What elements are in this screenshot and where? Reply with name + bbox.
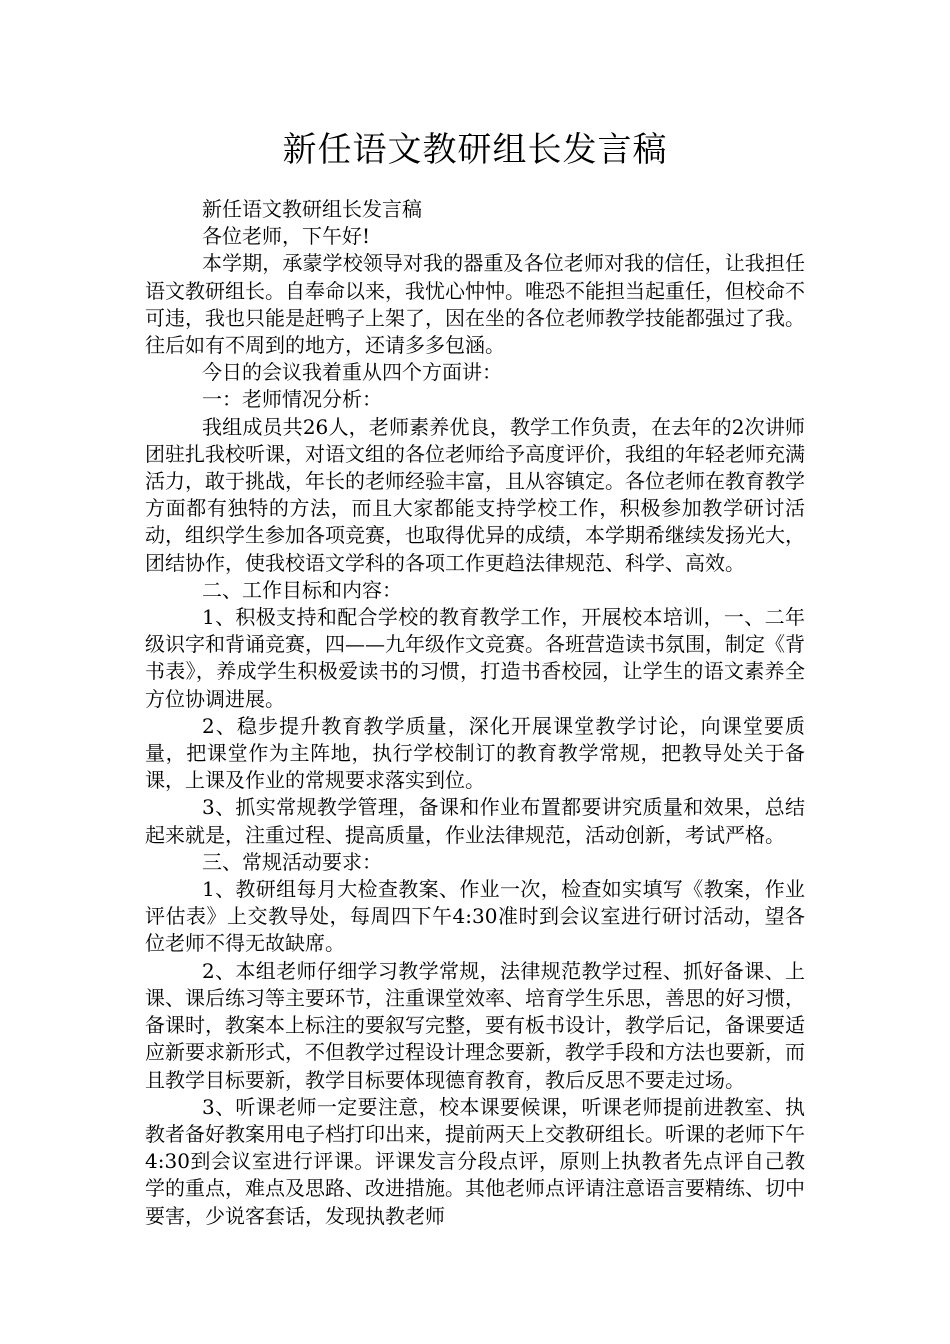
- paragraph-activity-1: 1、教研组每月大检查教案、作业一次，检查如实填写《教案，作业评估表》上交教导处，每周四下午4:30准时到会议室进行研讨活动，望各位老师不得无故缺席。: [145, 877, 805, 956]
- paragraph-agenda: 今日的会议我着重从四个方面讲：: [202, 360, 502, 385]
- paragraph-goal-1: 1、积极支持和配合学校的教育教学工作，开展校本培训，一、二年级识字和背诵竞赛，四——九年级作文竞赛。各班营造读书氛围，制定《背书表》，养成学生积极爱读书的习惯，打造书香校园，让学生的语文素养全方位协调进展。: [145, 605, 805, 711]
- section-heading-teacher-analysis: 一：老师情况分析：: [202, 387, 382, 412]
- paragraph-goal-2: 2、稳步提升教育教学质量，深化开展课堂教学讨论，向课堂要质量，把课堂作为主阵地，执行学校制订的教育教学常规，把教导处关于备课，上课及作业的常规要求落实到位。: [145, 713, 805, 793]
- paragraph-subtitle: 新任语文教研组长发言稿: [202, 197, 422, 221]
- document-body: [145, 196, 805, 1230]
- section-heading-routine-activities: 三、常规活动要求：: [202, 849, 382, 874]
- section-heading-work-goals: 二、工作目标和内容：: [202, 577, 402, 602]
- paragraph-activity-3: 3、听课老师一定要注意，校本课要候课，听课老师提前进教室、执教者备好教案用电子档打印出来，提前两天上交教研组长。听课的老师下午4:30到会议室进行评课。评课发言分段点评，原则上执教者先点评自己教学的重点，难点及思路、改进措施。其他老师点评请注意语言要精练、切中要害，少说客套话，发现执教老师: [145, 1094, 805, 1228]
- paragraph-greeting: 各位老师，下午好!: [202, 224, 371, 249]
- paragraph-teacher-analysis: 我组成员共26人，老师素养优良，教学工作负责，在去年的2次讲师团驻扎我校听课，对语文组的各位老师给予高度评价，我组的年轻老师充满活力，敢于挑战，年长的老师经验丰富，且从容镇定。各位老师在教育教学方面都有独特的方法，而且大家都能支持学校工作，积极参加教学研讨活动，组织学生参加各项竞赛，也取得优异的成绩，本学期希继续发扬光大，团结协作，使我校语文学科的各项工作更趋法律规范、科学、高效。: [145, 414, 805, 575]
- paragraph-goal-3: 3、抓实常规教学管理，备课和作业布置都要讲究质量和效果，总结起来就是，注重过程、提高质量，作业法律规范，活动创新，考试严格。: [145, 795, 805, 847]
- document-title: 新任语文教研组长发言稿: [282, 130, 668, 170]
- paragraph-intro: 本学期，承蒙学校领导对我的器重及各位老师对我的信任，让我担任语文教研组长。自奉命以来，我忧心忡忡。唯恐不能担当起重任，但校命不可违，我也只能是赶鸭子上架了，因在坐的各位老师教学技能都强过了我。往后如有不周到的地方，还请多多包涵。: [145, 251, 805, 358]
- paragraph-activity-2: 2、本组老师仔细学习教学常规，法律规范教学过程、抓好备课、上课、课后练习等主要环节，注重课堂效率、培育学生乐思，善思的好习惯，备课时，教案本上标注的要叙写完整，要有板书设计，教学后记，备课要适应新要求新形式，不但教学过程设计理念要新，教学手段和方法也要新，而且教学目标要新，教学目标要体现德育教育，教后反思不要走过场。: [145, 958, 805, 1092]
